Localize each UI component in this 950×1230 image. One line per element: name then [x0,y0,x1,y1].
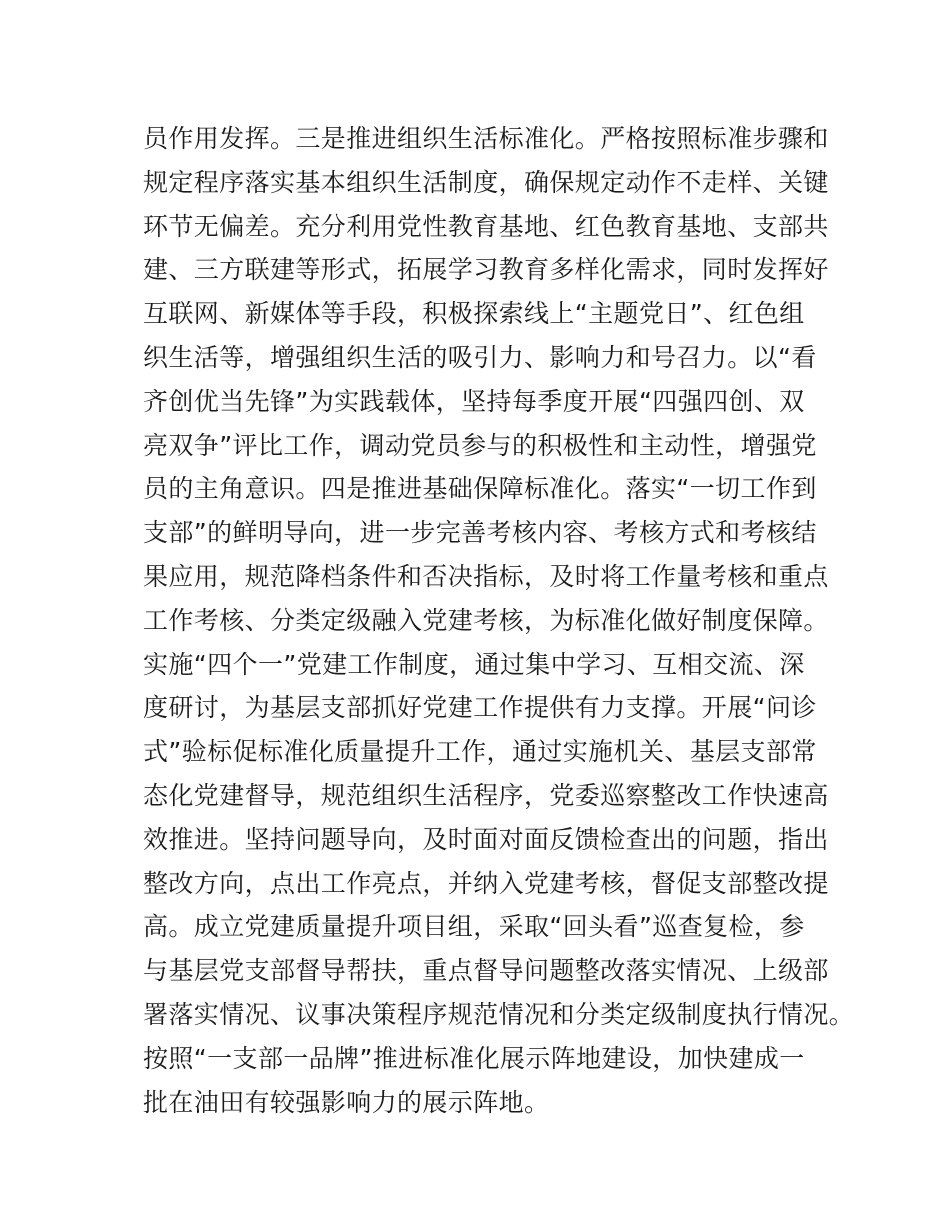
text-line: 织生活等，增强组织生活的吸引力、影响力和号召力。以“看 [143,342,817,372]
text-line: 式”验标促标准化质量提升工作，通过实施机关、基层支部常 [143,737,817,767]
text-line: 亮双争”评比工作，调动党员参与的积极性和主动性，增强党 [143,430,817,460]
text-line: 度研讨，为基层支部抓好党建工作提供有力支撑。开展“问诊 [143,693,817,723]
text-line: 员作用发挥。三是推进组织生活标准化。严格按照标准步骤和 [143,124,829,153]
text-line: 员的主角意识。四是推进基础保障标准化。落实“一切工作到 [143,474,817,504]
text-line: 果应用，规范降档条件和否决指标，及时将工作量考核和重点 [143,561,829,591]
text-line: 建、三方联建等形式，拓展学习教育多样化需求，同时发挥好 [143,255,829,285]
text-line: 批在油田有较强影响力的展示阵地。 [143,1087,550,1117]
text-line: 工作考核、分类定级融入党建考核，为标准化做好制度保障。 [143,605,829,635]
text-line: 署落实情况、议事决策程序规范情况和分类定级制度执行情况。 [143,999,855,1029]
text-line: 效推进。坚持问题导向，及时面对面反馈检查出的问题，指出 [143,824,829,854]
text-line: 齐创优当先锋”为实践载体，坚持每季度开展“四强四创、双 [143,386,805,416]
text-line: 与基层党支部督导帮扶，重点督导问题整改落实情况、上级部 [143,956,829,986]
text-line: 整改方向，点出工作亮点，并纳入党建考核，督促支部整改提 [143,868,829,898]
text-line: 规定程序落实基本组织生活制度，确保规定动作不走样、关键 [143,167,829,197]
text-line: 环节无偏差。充分利用党性教育基地、红色教育基地、支部共 [143,211,829,241]
text-line: 支部”的鲜明导向，进一步完善考核内容、考核方式和考核结 [143,518,817,548]
text-line: 态化党建督导，规范组织生活程序，党委巡察整改工作快速高 [143,780,829,810]
text-line: 互联网、新媒体等手段，积极探索线上“主题党日”、红色组 [143,299,805,329]
body-text [143,117,855,1124]
text-line: 按照“一支部一品牌”推进标准化展示阵地建设，加快建成一 [143,1043,805,1073]
text-line: 实施“四个一”党建工作制度，通过集中学习、互相交流、深 [143,649,805,679]
text-line: 高。成立党建质量提升项目组，采取“回头看”巡查复检，参 [143,912,805,942]
